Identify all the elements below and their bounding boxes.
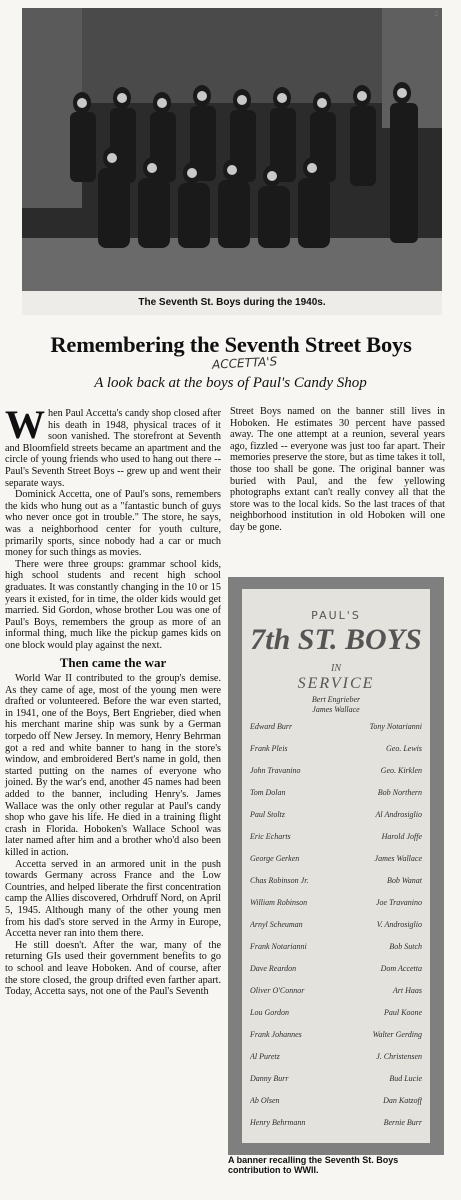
banner-name-row [250, 781, 422, 803]
corner-mark: 2 [434, 10, 439, 18]
banner-name: Geo. Kirklen [380, 765, 422, 775]
banner-name-row [250, 1067, 422, 1089]
banner-name-row [250, 847, 422, 869]
banner-cloth [242, 589, 430, 1143]
banner-caption: A banner recalling the Seventh St. Boys contribution to WWII. [228, 1155, 399, 1175]
banner-name: James Wallace [312, 705, 360, 714]
banner-name: Frank Johannes [250, 1029, 302, 1039]
banner-name: Tony Notarianni [369, 721, 422, 731]
banner-line-3: IN [331, 663, 341, 674]
banner-name: Al Androsiglio [375, 809, 422, 819]
banner-name: Harold Joffe [381, 831, 422, 841]
banner-name: V. Androsiglio [376, 919, 422, 929]
banner-name: Bob Sutch [389, 941, 422, 951]
banner-name: Dan Katzoff [383, 1095, 422, 1105]
banner-name: Dom Accetta [380, 963, 422, 973]
banner-name-row [250, 1089, 422, 1111]
article-column-2 [230, 406, 445, 534]
banner-name: Geo. Lewis [386, 743, 422, 753]
banner-name-row [250, 935, 422, 957]
banner-name: Henry Behrmann [250, 1117, 306, 1127]
banner-name: Bert Engrieber [311, 695, 361, 704]
banner-name-row [250, 1001, 422, 1023]
banner-name-row [250, 1023, 422, 1045]
paragraph: There were three groups: grammar school kids, high school students and recent high school graduates. It was constantly changing in the 10 or 15 years it existed, for in time, the older kids would get married. Sid Gordon, whose brother Lou was one of Paul's Boys, remembers the group as more of an informal thing, much like the pickup games kids on one block would play against the next. [5, 558, 221, 651]
banner-name-row [250, 869, 422, 891]
handwritten-note: ACCETTA'S [211, 354, 278, 372]
banner-name: Eric Echarts [250, 831, 291, 841]
banner-name: Joe Travanino [376, 897, 422, 907]
banner-name: J. Christensen [376, 1051, 422, 1061]
paragraph: World War II contributed to the group's demise. As they came of age, most of the young men were drafted or volunteered. Before the war even started, in 1941, one of the Boys, Bert Engrieber, died when his merchant marine ship was sunk by a German torpedo off New Jersey. In memory, Henry Behrman got a red and white banner to hang in the store's window, and embroidered Bert's name in gold, then started putting on the names of everyone who joined. By the war's end, another 45 names had been added to the banner, including Henry's. James Wallace was the only other regular at Paul's candy shop who gave his life. He died in a training flight crash in Florida. Hoboken's Wallace School was later named after him and a brother who'd also been killed in action. [5, 673, 221, 858]
banner-name: Paul Koone [384, 1007, 422, 1017]
banner-name: Bob Northern [377, 787, 422, 797]
banner-name: Art Haas [392, 985, 422, 995]
banner-name: Walter Gerding [372, 1029, 422, 1039]
banner-name: James Wallace [374, 853, 422, 863]
paragraph: Street Boys named on the banner still lives in Hoboken. He estimates 30 percent have passed away. The one attempt at a reunion, several years ago, fizzled -- everyone was just too far apart. Their memories preserve the store, but as time takes it toll, those too shall be gone. The original banner was buried with Paul, and the few yellowing photographs extant can't really convey all that the store was to the local kids. So the last traces of that neighborhood institution in old Hoboken will one day be gone. [230, 406, 445, 533]
banner-name: Chas Robinson Jr. [250, 875, 309, 885]
paragraph: Accetta served in an armored unit in the push towards Germany across France and the Low Countries, and helped liberate the first concentration camp the Allies discovered, Orhdruff Nord, on April 5, 1945. Although many of the other young men from his dad's store served in the Army in Europe, Accetta never ran into them there. [5, 858, 221, 940]
headline: Remembering the Seventh Street Boys [50, 332, 412, 357]
paragraph: Dominick Accetta, one of Paul's sons, remembers the kids who hung out as a "fantastic bunch of guys who never once got in trouble." The store, he says, was a neighborhood center for youth culture, primarily sports, since nobody had a car or much money for such things as movies. [5, 489, 221, 559]
banner-name: William Robinson [250, 897, 308, 907]
drop-cap: W [5, 402, 45, 447]
paragraph: When Paul Accetta's candy shop closed after his death in 1948, physical traces of it soon vanished. The storefront at Seventh and Bloomfield streets became an apartment and the circle of young friends who used to hang out there -- Paul's Seventh Street Boys -- grew up and went their separate ways. [5, 402, 221, 489]
banner-name-row [250, 1111, 422, 1133]
banner-name: Ab Olsen [250, 1095, 280, 1105]
banner-name: Paul Stoltz [250, 809, 285, 819]
banner-photo [228, 577, 444, 1155]
banner-name: Tom Dolan [250, 787, 286, 797]
banner-name: Bud Lucie [389, 1073, 422, 1083]
banner-name-row [250, 715, 422, 737]
banner-name: Oliver O'Connor [250, 985, 305, 995]
banner-line-1: PAUL'S [311, 609, 361, 622]
banner-name: George Gerken [250, 853, 300, 863]
banner-line-4: SERVICE [297, 675, 375, 692]
banner-name-list [250, 715, 422, 1133]
photo-caption: The Seventh St. Boys during the 1940s. [22, 291, 442, 315]
banner-top-names [242, 695, 430, 715]
article-column-1 [5, 402, 221, 998]
banner-name-row [250, 825, 422, 847]
banner-name: John Travanino [250, 765, 301, 775]
banner-name: Al Puretz [250, 1051, 280, 1061]
section-heading: Then came the war [59, 655, 167, 671]
banner-name-row [250, 891, 422, 913]
banner-name-row [250, 803, 422, 825]
banner-name: Edward Burr [250, 721, 293, 731]
banner-name-row [250, 737, 422, 759]
banner-name: Lou Gordon [250, 1007, 290, 1017]
banner-name: Dave Reardon [250, 963, 297, 973]
subheadline: A look back at the boys of Paul's Candy Shop [94, 375, 367, 391]
banner-line-2: 7th ST. BOYS [250, 623, 422, 656]
banner-name-row [250, 759, 422, 781]
banner-name-row [250, 979, 422, 1001]
banner-name: Frank Notarianni [250, 941, 307, 951]
banner-name-row [250, 957, 422, 979]
banner-name: Bob Wanat [386, 875, 422, 885]
banner-name: Frank Pleis [250, 743, 288, 753]
group-photo [22, 8, 442, 291]
paragraph: He still doesn't. After the war, many of the returning GIs used their government benefits to go to school and leave Hoboken. And of course, after the store closed, the group drifted even farther apart. Today, Accetta says, not one of the Paul's Seventh [5, 939, 221, 998]
banner-name: Bernie Burr [383, 1117, 422, 1127]
banner-name-row [250, 913, 422, 935]
banner-name: Danny Burr [250, 1073, 289, 1083]
banner-name: Arnyl Scheuman [250, 919, 303, 929]
banner-name-row [250, 1045, 422, 1067]
